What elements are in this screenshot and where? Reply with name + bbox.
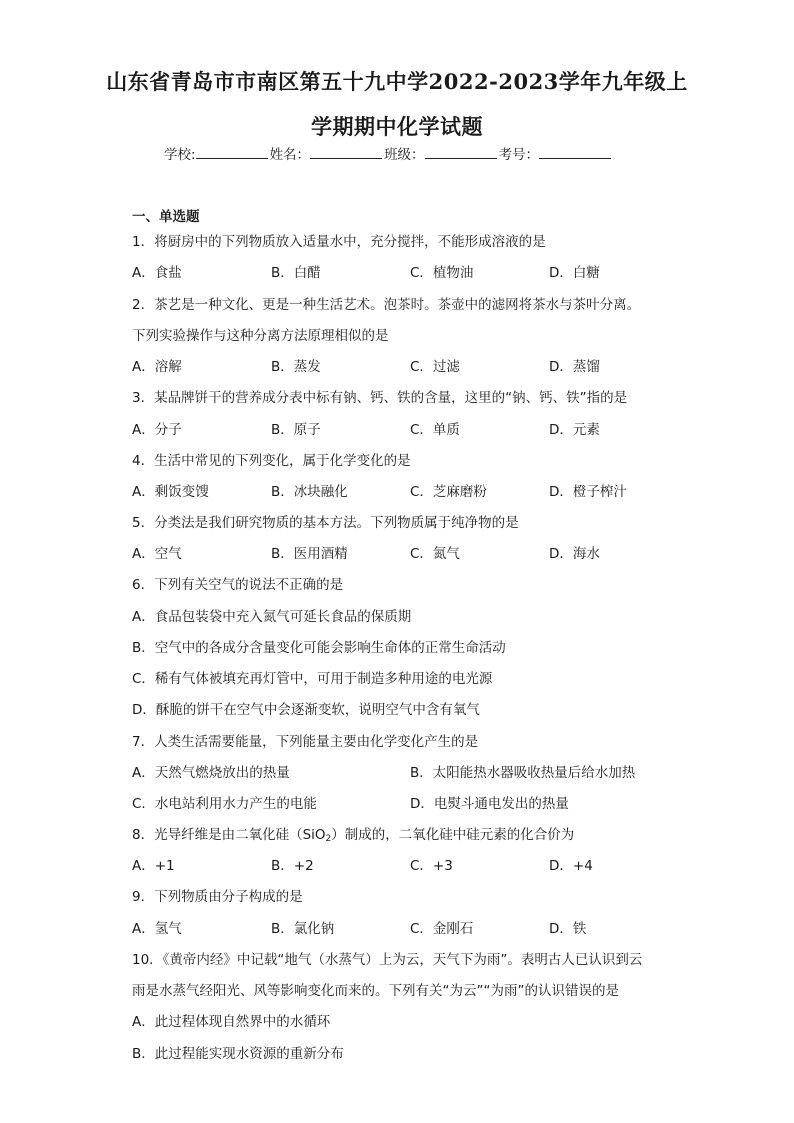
question-1-option-c: C．植物油 xyxy=(410,265,474,281)
question-7-stem: 7．人类生活需要能量，下列能量主要由化学变化产生的是 xyxy=(132,734,479,750)
question-3-option-b: B．原子 xyxy=(271,422,321,438)
question-3-option-d: D．元素 xyxy=(549,422,600,438)
question-6-option-c: C．稀有气体被填充再灯管中，可用于制造多种用途的电光源 xyxy=(132,671,493,687)
question-6-option-b: B．空气中的各成分含量变化可能会影响生命体的正常生命活动 xyxy=(132,640,506,656)
question-10-stem-line-1: 10．《黄帝内经》中记载“地气（水蒸气）上为云，天气下为雨”。表明古人已认识到云 xyxy=(132,952,643,968)
question-2-stem-line-1: 2．茶艺是一种文化、更是一种生活艺术。泡茶时。茶壶中的滤网将茶水与茶叶分离。 xyxy=(132,297,641,313)
question-5-stem: 5．分类法是我们研究物质的基本方法。下列物质属于纯净物的是 xyxy=(132,515,519,531)
section-heading: 一、单选题 xyxy=(132,209,200,225)
question-7-option-c: C．水电站利用水力产生的电能 xyxy=(132,796,317,812)
name-label: 姓名： xyxy=(269,147,311,163)
question-6-option-a: A．食品包装袋中充入氮气可延长食品的保质期 xyxy=(132,609,412,625)
question-8-option-c: C．+3 xyxy=(410,858,453,874)
question-2-stem-line-2: 下列实验操作与这种分离方法原理相似的是 xyxy=(132,328,389,344)
question-3-option-a: A．分子 xyxy=(132,422,182,438)
question-8-stem-part-1: 8．光导纤维是由二氧化硅（SiO xyxy=(132,827,326,843)
question-5-option-b: B．医用酒精 xyxy=(271,546,348,562)
question-3-stem: 3．某品牌饼干的营养成分表中标有钠、钙、铁的含量，这里的“钠、钙、铁”指的是 xyxy=(132,390,628,406)
question-8-formula-subscript: 2 xyxy=(325,834,332,844)
question-2-option-c: C．过滤 xyxy=(410,359,460,375)
question-1-option-b: B．白醋 xyxy=(271,265,321,281)
question-8-option-a: A．+1 xyxy=(132,858,175,874)
question-4-option-d: D．橙子榨汁 xyxy=(549,484,627,500)
question-10-option-a: A．此过程体现自然界中的水循环 xyxy=(132,1014,331,1030)
question-5-option-d: D．海水 xyxy=(549,546,600,562)
question-9-stem: 9．下列物质由分子构成的是 xyxy=(132,889,303,905)
class-label: 班级： xyxy=(384,147,425,163)
question-8-option-b: B．+2 xyxy=(271,858,314,874)
question-6-option-d: D．酥脆的饼干在空气中会逐渐变软，说明空气中含有氧气 xyxy=(132,702,480,718)
question-10-option-b: B．此过程能实现水资源的重新分布 xyxy=(132,1046,344,1062)
number-label: 考号： xyxy=(498,147,540,163)
question-6-stem: 6．下列有关空气的说法不正确的是 xyxy=(132,577,344,593)
question-2-option-d: D．蒸馏 xyxy=(549,359,600,375)
name-blank xyxy=(310,146,382,159)
question-1-stem: 1．将厨房中的下列物质放入适量水中，充分搅拌，不能形成溶液的是 xyxy=(132,234,546,250)
student-info-row xyxy=(164,143,613,163)
question-7-option-a: A．天然气燃烧放出的热量 xyxy=(132,765,290,781)
question-4-option-b: B．冰块融化 xyxy=(271,484,348,500)
question-5-option-a: A．空气 xyxy=(132,546,182,562)
question-7-option-d: D．电熨斗通电发出的热量 xyxy=(410,796,569,812)
number-blank xyxy=(539,146,611,159)
question-9-option-c: C．金刚石 xyxy=(410,921,474,937)
school-blank xyxy=(196,146,268,159)
question-4-option-c: C．芝麻磨粉 xyxy=(410,484,487,500)
question-3-option-c: C．单质 xyxy=(410,422,460,438)
question-2-option-b: B．蒸发 xyxy=(271,359,321,375)
question-8-option-d: D．+4 xyxy=(549,858,593,874)
class-blank xyxy=(425,146,497,159)
school-label: 学校: xyxy=(164,147,196,163)
question-1-option-a: A．食盐 xyxy=(132,265,182,281)
question-4-stem: 4．生活中常见的下列变化，属于化学变化的是 xyxy=(132,453,411,469)
page-title-line-1: 山东省青岛市市南区第五十九中学2022-2023学年九年级上 xyxy=(106,69,688,94)
question-9-option-b: B．氯化钠 xyxy=(271,921,335,937)
question-10-stem-line-2: 雨是水蒸气经阳光、风等影响变化而来的。下列有关“为云”“为雨”的认识错误的是 xyxy=(132,983,619,999)
question-8-stem xyxy=(132,826,574,848)
question-1-option-d: D．白糖 xyxy=(549,265,600,281)
question-9-option-a: A．氢气 xyxy=(132,921,182,937)
question-4-option-a: A．剩饭变馊 xyxy=(132,484,209,500)
question-2-option-a: A．溶解 xyxy=(132,359,182,375)
page-title-line-2: 学期期中化学试题 xyxy=(311,114,483,139)
question-5-option-c: C．氮气 xyxy=(410,546,460,562)
question-8-stem-part-2: ）制成的，二氧化硅中硅元素的化合价为 xyxy=(331,827,575,843)
question-7-option-b: B．太阳能热水器吸收热量后给水加热 xyxy=(410,765,636,781)
question-9-option-d: D．铁 xyxy=(549,921,587,937)
